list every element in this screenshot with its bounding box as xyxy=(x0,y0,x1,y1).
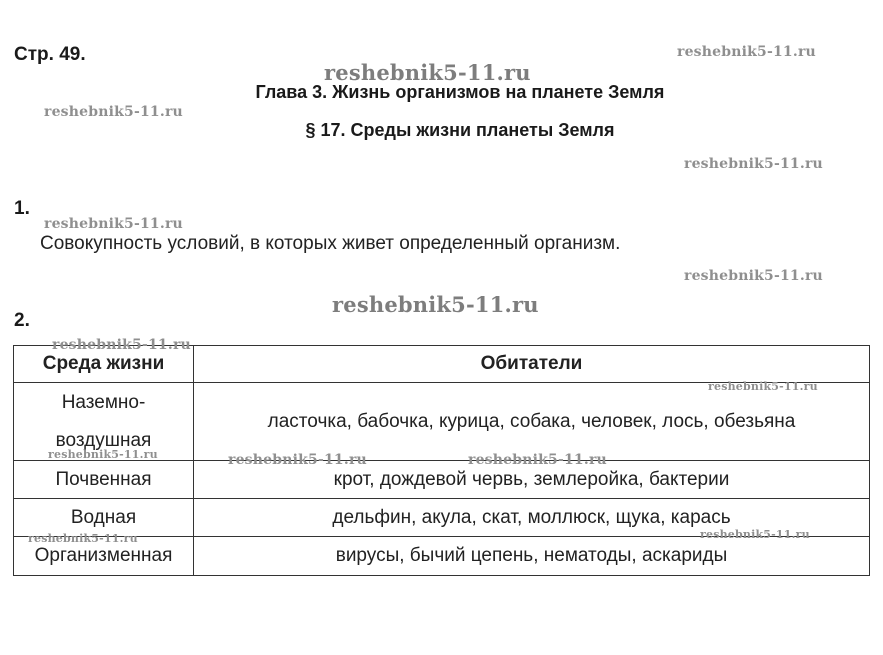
watermark: reshebnik5-11.ru xyxy=(228,452,367,468)
header-habitat: Среда жизни xyxy=(14,346,194,383)
watermark: reshebnik5-11.ru xyxy=(28,532,138,545)
habitat-cell: Водная xyxy=(14,499,194,537)
question-1-number: 1. xyxy=(14,198,30,219)
chapter-title: Глава 3. Жизнь организмов на планете Земля xyxy=(255,82,665,102)
watermark: reshebnik5-11.ru xyxy=(324,60,531,85)
habitat-cell: Организменная xyxy=(14,537,194,576)
habitat-line-1: Наземно- xyxy=(61,391,146,413)
inhabitants-cell: вирусы, бычий цепень, нематоды, аскариды xyxy=(194,537,870,576)
watermark: reshebnik5-11.ru xyxy=(677,44,816,60)
watermark: reshebnik5-11.ru xyxy=(684,156,823,172)
inhabitants-cell: дельфин, акула, скат, моллюск, щука, карась xyxy=(194,499,870,537)
table-row xyxy=(14,461,870,499)
habitat-line-2: воздушная xyxy=(55,429,152,451)
watermark: reshebnik5-11.ru xyxy=(44,104,183,120)
question-2-number: 2. xyxy=(14,310,30,331)
watermark: reshebnik5-11.ru xyxy=(44,216,183,232)
watermark: reshebnik5-11.ru xyxy=(708,380,818,393)
watermark: reshebnik5-11.ru xyxy=(468,452,607,468)
watermark: reshebnik5-11.ru xyxy=(48,448,158,461)
watermark: reshebnik5-11.ru xyxy=(332,292,539,317)
header-inhabitants: Обитатели xyxy=(194,346,870,383)
question-1-answer: Совокупность условий, в которых живет определенный организм. xyxy=(40,233,621,254)
watermark: reshebnik5-11.ru xyxy=(700,528,810,541)
habitat-cell: Почвенная xyxy=(14,461,194,499)
table-row xyxy=(14,537,870,576)
inhabitants-cell: ласточка, бабочка, курица, собака, человек, лось, обезьяна xyxy=(194,383,870,461)
watermark: reshebnik5-11.ru xyxy=(684,268,823,284)
page-number: Стр. 49. xyxy=(14,44,86,65)
section-title: § 17. Среды жизни планеты Земля xyxy=(305,120,615,140)
inhabitants-cell: крот, дождевой червь, землеройка, бактерии xyxy=(194,461,870,499)
watermark: reshebnik5-11.ru xyxy=(52,337,191,353)
